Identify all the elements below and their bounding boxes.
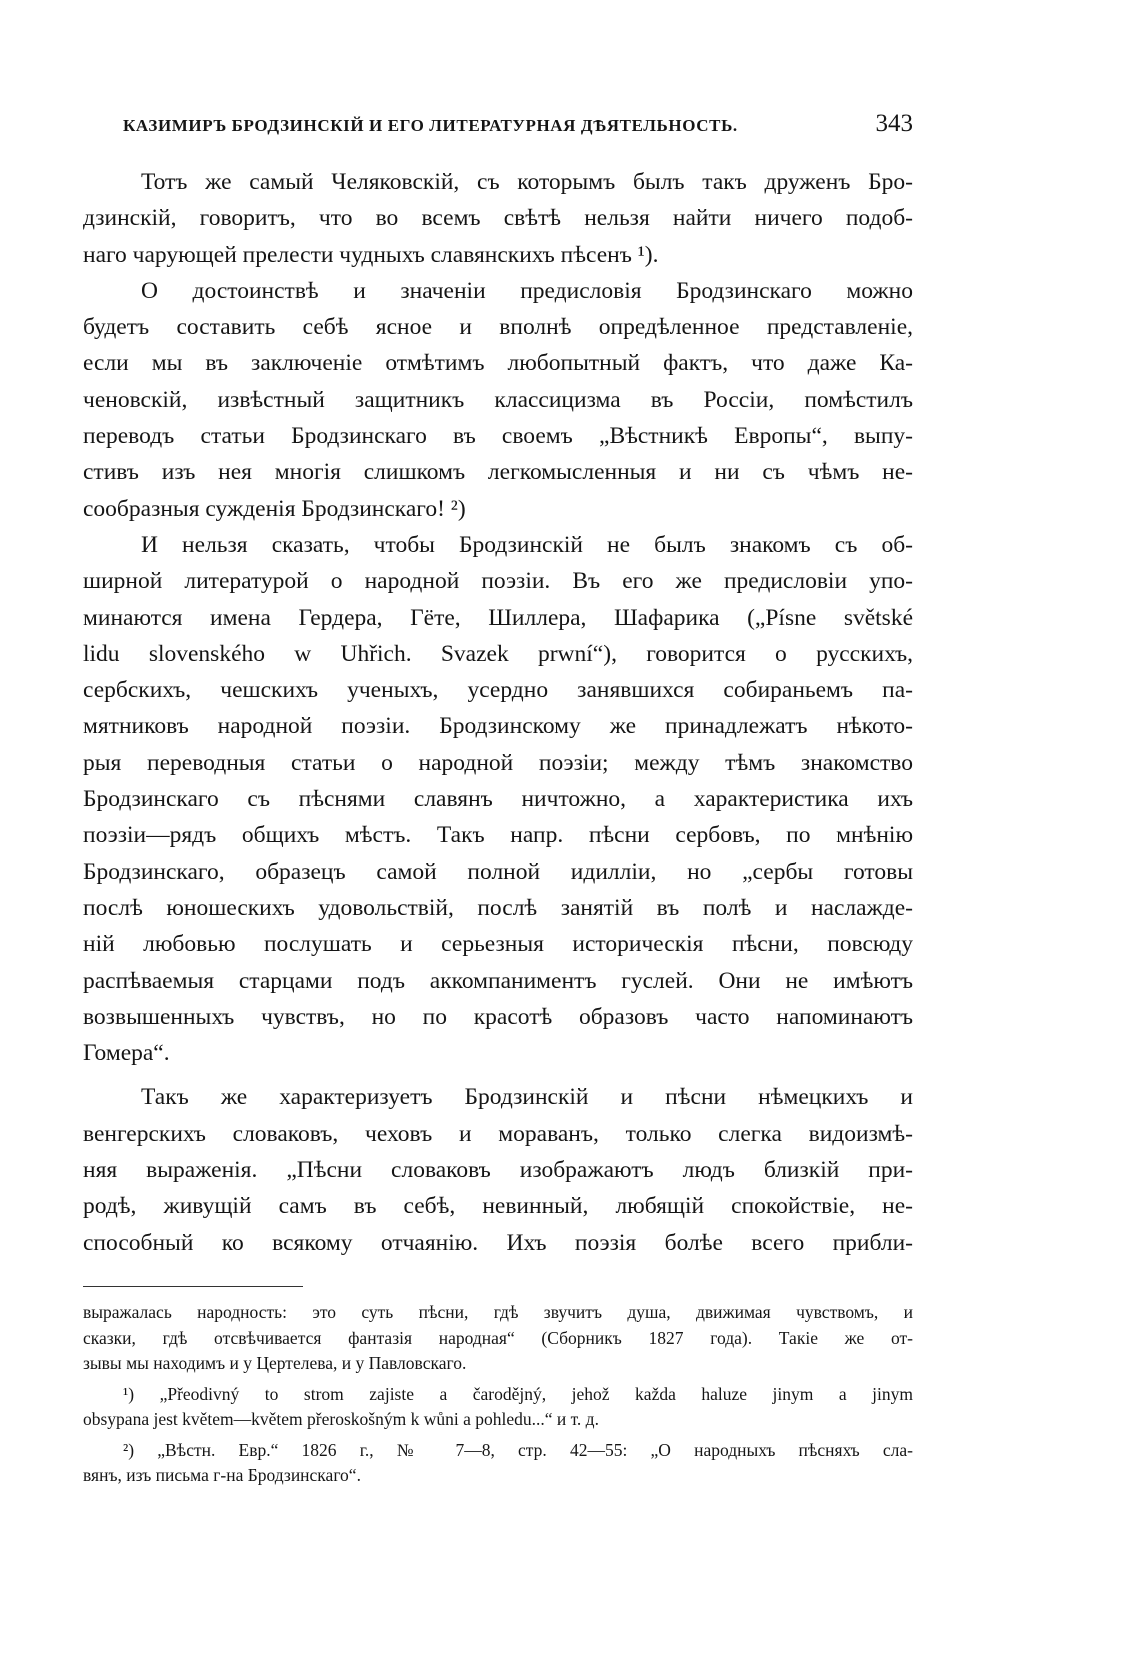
text-line: О достоинствѣ и значеніи предисловія Бродзинскаго можно [141,277,913,304]
text-line: ній любовью послушать и серьезныя историческія пѣсни, повсюду [83,931,913,958]
text-line: рыя переводныя статьи о народной поэзіи; между тѣмъ знакомство [83,749,913,776]
text-line: И нельзя сказать, чтобы Бродзинскій не былъ знакомъ съ об- [141,531,913,558]
text-line: мятниковъ народной поэзіи. Бродзинскому же принадлежатъ нѣкото- [83,713,913,740]
text-line: поэзіи—рядъ общихъ мѣстъ. Такъ напр. пѣсни сербовъ, по мнѣнію [83,822,913,849]
text-line: няя выраженія. „Пѣсни словаковъ изображаютъ людъ близкій при- [83,1157,913,1184]
text-line: Тотъ же самый Челяковскій, съ которымъ былъ такъ друженъ Бро- [141,169,913,195]
text-line: минаются имена Гердера, Гёте, Шиллера, Шафарика („Písne světské [83,604,913,631]
text-line: возвышенныхъ чувствъ, но по красотѣ образовъ часто напоминаютъ [83,1003,913,1030]
text-line: если мы въ заключеніе отмѣтимъ любопытный фактъ, что даже Ка- [83,350,913,377]
text-line: Такъ же характеризуетъ Бродзинскій и пѣсни нѣмецкихъ и [141,1084,913,1111]
text-line: способный ко всякому отчаянію. Ихъ поэзія болѣе всего прибли- [83,1229,913,1256]
footnote-line: выражалась народность: это суть пѣсни, гдѣ звучитъ душа, движимая чувствомъ, и [83,1302,913,1322]
footnote-line: вянъ, изъ письма г-на Бродзинскаго“. [83,1465,361,1485]
text-line: будетъ составить себѣ ясное и вполнѣ опредѣленное представленіе, [83,314,913,341]
footnotes [83,1300,913,1489]
text-line: распѣваемыя старцами подъ аккомпаниментъ гуслей. Они не имѣютъ [83,967,913,994]
text-line: родѣ, живущій самъ въ себѣ, невинный, любящій спокойствіе, не- [83,1193,913,1220]
footnote-line: ¹) „Přeodivný to strom zajiste a čarodějný, jehož každa haluze jinym a jinym [123,1383,913,1404]
text-line: венгерскихъ словаковъ, чеховъ и мораванъ, только слегка видоизмѣ- [83,1120,913,1147]
text-line: Гомера“. [83,1040,170,1067]
text-line: стивъ изъ нея многія слишкомъ легкомысленныя и ни съ чѣмъ не- [83,459,913,486]
footnote-divider [83,1286,303,1287]
text-line: дзинскій, говоритъ, что во всемъ свѣтѣ нельзя найти ничего подоб- [83,205,913,232]
footnote-line: ²) „Вѣстн. Евр.“ 1826 г., № 7—8, стр. 42—55: „О народныхъ пѣсняхъ сла- [123,1439,913,1460]
text-line: Бродзинскаго, образецъ самой полной идилліи, но „сербы готовы [83,858,913,885]
page-header [123,110,913,142]
text-line: Бродзинскаго съ пѣснями славянъ ничтожно, а характеристика ихъ [83,786,913,813]
footnote-line: зывы мы находимъ и у Цертелева, и у Павловскаго. [83,1353,467,1373]
text-line: сербскихъ, чешскихъ ученыхъ, усердно занявшихся собираньемъ па- [83,677,913,704]
footnote-line: сказки, гдѣ отсвѣчивается фантазія народная“ (Сборникъ 1827 года). Такіе же от- [83,1327,913,1348]
text-line: ширной литературой о народной поэзіи. Въ его же предисловіи упо- [83,568,913,595]
running-title: КАЗИМИРЪ БРОДЗИНСКІЙ И ЕГО ЛИТЕРАТУРНАЯ ДѢЯТЕЛЬНОСТЬ. [123,116,738,135]
page-number: 343 [875,110,913,137]
text-line: сообразныя сужденія Бродзинскаго! ²) [83,495,466,522]
text-line: ченовскій, извѣстный защитникъ классицизма въ Россіи, помѣстилъ [83,386,913,413]
text-line: переводъ статьи Бродзинскаго въ своемъ „Вѣстникѣ Европы“, выпу- [83,423,913,450]
text-line: lidu slovenského w Uhřich. Svazek prwní“), говорится о русскихъ, [83,640,913,667]
body-text [83,164,913,1261]
footnote-line: obsypana jest květem—květem přeroskošným k wůni a pohledu...“ и т. д. [83,1409,599,1429]
text-line: послѣ юношескихъ удовольствій, послѣ занятій въ полѣ и наслажде- [83,894,913,921]
text-line: наго чарующей прелести чудныхъ славянскихъ пѣсенъ ¹). [83,241,659,268]
